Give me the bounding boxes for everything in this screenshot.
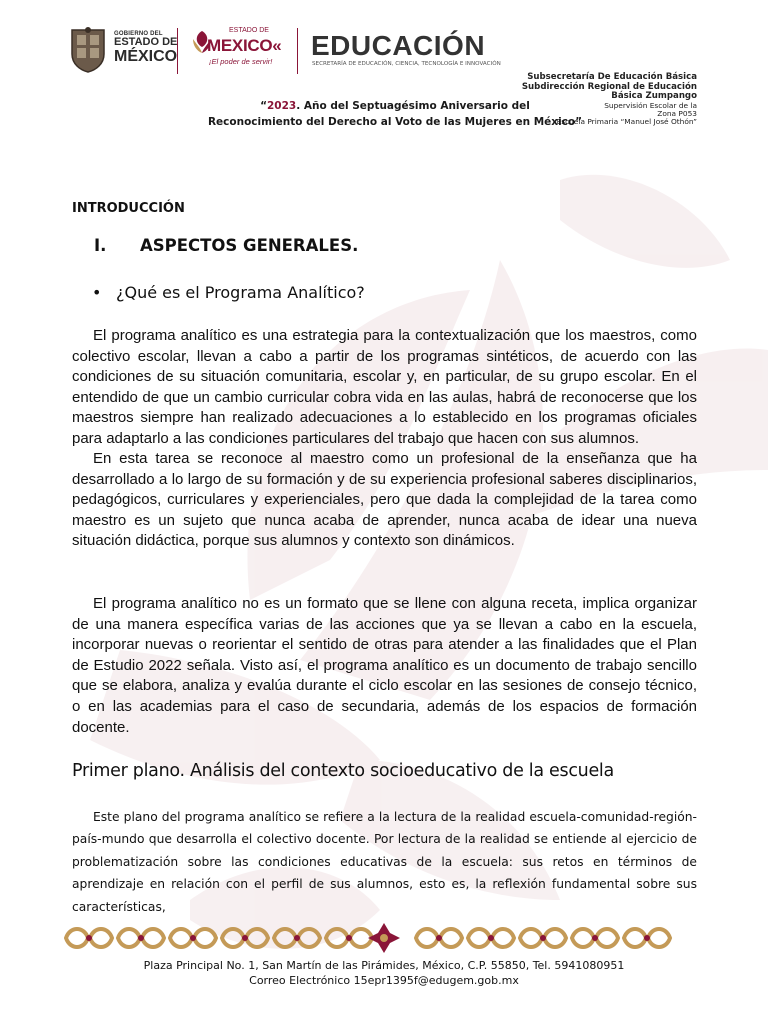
document-header (0, 0, 768, 150)
motto-year: 2023 (267, 100, 297, 112)
motto-quote-open: “ (260, 100, 267, 112)
plano-paragraph: Este plano del programa analítico se refiere a la lectura de la realidad escuela-comunidad-región-país-mundo que desarrolla el colectivo docente. Por lectura de la realidad se entiende al ejercicio de problematización sobre las condiciones educativas de la escuela: sus retos en términos de aprendizaje en relación con el perfil de sus alumnos, esto es, la reflexión fundamental sobre sus características, (72, 810, 697, 914)
info-line5: Zona P053 (657, 109, 697, 119)
bullet-glyph: • (92, 283, 102, 302)
paragraph: El programa analítico es una estrategia para la contextualización que los maestros, como colectivo escolar, llevan a cabo a partir de los programas sintéticos, de acuerdo con las condiciones de su situación comunitaria, escolar y, en particular, de su grupo escolar. En el entendido de que un cambio curricular cobra vida en las aulas, habrá de reconocerse que los maestros siempre han realizado adecuaciones a lo establecido en los programas oficiales para adaptarlo a las condiciones particulares del trabajo que hacen con sus alumnos. (72, 327, 697, 447)
info-line3: Básica Zumpango (611, 91, 697, 102)
ornamental-border-icon (64, 922, 704, 954)
educacion-title: EDUCACIÓN (311, 30, 486, 61)
info-line4: Supervisión Escolar de la (604, 100, 697, 110)
intro-heading: INTRODUCCIÓN (72, 201, 185, 216)
info-line6: Escuela Primaria “Manuel José Othón” (556, 117, 697, 127)
bullet-question (92, 283, 365, 302)
gobierno-logo-text (114, 31, 177, 66)
info-line1: Subsecretaría De Educación Básica (527, 72, 697, 82)
motto-line1 (160, 99, 630, 115)
motto-line1-rest: . Año del Septuagésimo Aniversario del (296, 100, 530, 112)
edomex-small-text: ESTADO DE (229, 27, 269, 34)
paragraph: En esta tarea se reconoce al maestro como un profesional de la enseñanza que ha desarrollado a lo largo de su formación y de su experiencia profesional saberes disciplinarios, pedagógicos, curriculares y experienciales, pero que dada la complejidad de la tarea como maestro es un sujeto que nunca acaba de aprender, nunca acaba de idear una nueva situación didáctica, porque sus alumnos y contexto son dinámicos. (72, 450, 697, 550)
footer-email: Correo Electrónico 15epr1395f@edugem.gob.mx (249, 974, 519, 987)
year-motto (160, 99, 630, 131)
plano-heading: Primer plano. Análisis del contexto socioeducativo de la escuela (72, 761, 614, 781)
section-heading (94, 236, 358, 255)
coat-of-arms-icon (68, 26, 108, 74)
motto-line2: Reconocimiento del Derecho al Voto de las Mujeres en México” (207, 115, 583, 128)
footer-address: Plaza Principal No. 1, San Martín de las Pirámides, México, C.P. 55850, Tel. 5941080951 (143, 959, 625, 972)
gobierno-line3: MÉXICO (114, 47, 178, 65)
educacion-subtitle: SECRETARÍA DE EDUCACIÓN, CIENCIA, TECNOLOGÍA E INNOVACIÓN (312, 61, 501, 67)
section-title: ASPECTOS GENERALES. (140, 236, 359, 255)
footer-contact (0, 958, 768, 988)
bullet-question-text: ¿Qué es el Programa Analítico? (116, 283, 365, 302)
gobierno-line1: GOBIERNO DEL (114, 31, 163, 37)
gobierno-line2: ESTADO DE (114, 36, 178, 49)
logo-divider (297, 28, 298, 74)
paragraph: El programa analítico no es un formato que se llene con alguna receta, implica organizar de una manera específica varias de las acciones que ya se llevan a cabo en la escuela, incorporar nuevas o reorientar el sentido de otras para atender a las finalidades que el Plan de Estudio 2022 señala. Visto así, el programa analítico es un documento de trabajo sencillo que se elabora, analiza y evalúa durante el ciclo escolar en las sesiones de consejo técnico, o en las academias para el caso de secundaria, además de los espacios de formación docente. (72, 595, 697, 736)
edomex-big-text: MEXICO« (207, 36, 282, 55)
edomex-tagline: ¡El poder de servir! (209, 57, 273, 66)
info-line2: Subdirección Regional de Educación (521, 81, 697, 92)
logo-divider (177, 28, 178, 74)
section-number: I. (94, 236, 107, 255)
